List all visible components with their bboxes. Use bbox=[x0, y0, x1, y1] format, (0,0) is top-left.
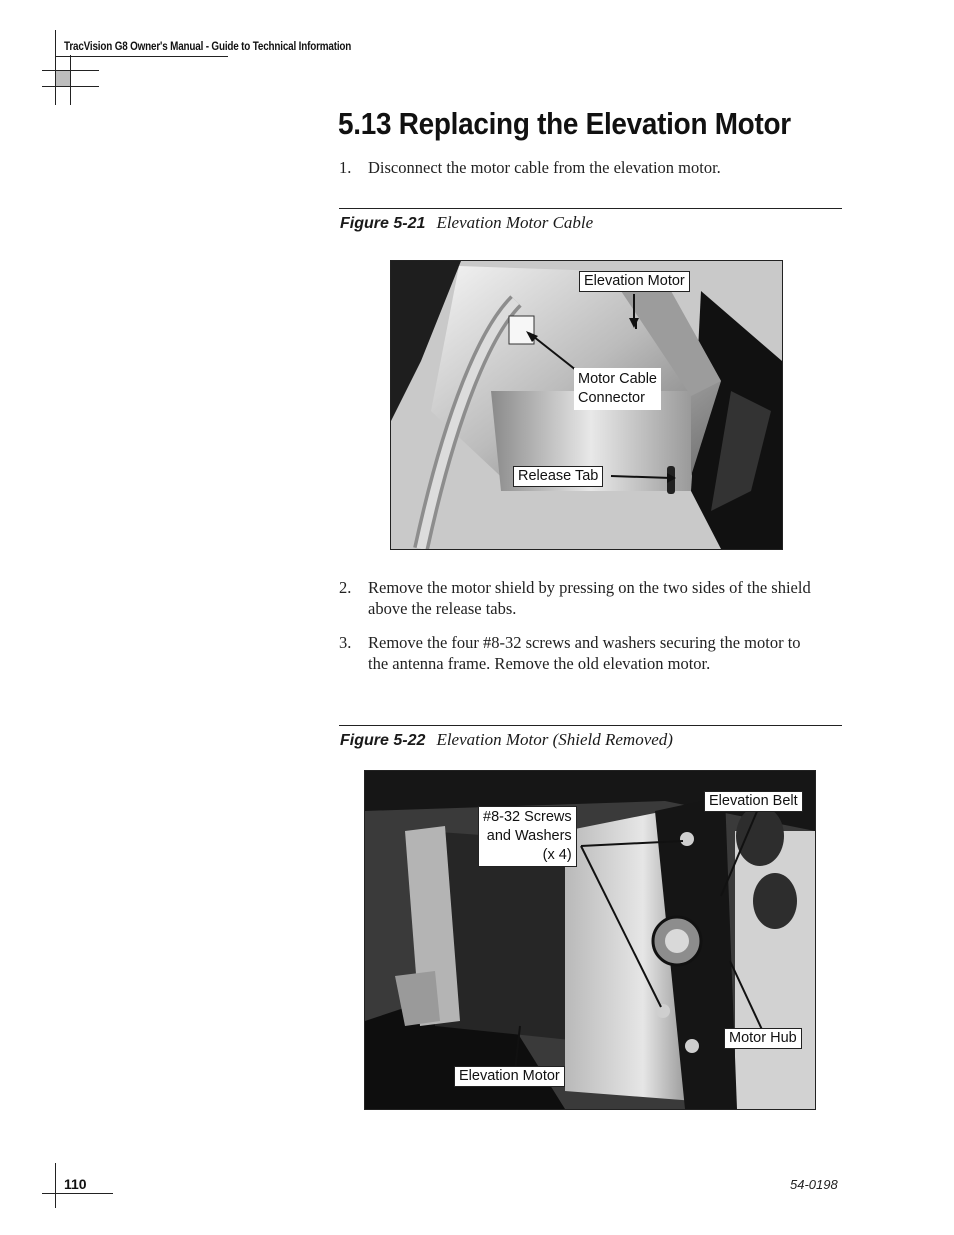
step-2 bbox=[339, 577, 839, 621]
crop-mark-horizontal-2 bbox=[42, 86, 99, 87]
callout-line-2: Connector bbox=[578, 390, 645, 406]
callout-elevation-motor: Elevation Motor bbox=[579, 271, 690, 292]
crop-mark-horizontal bbox=[42, 70, 99, 71]
figure-label: Figure 5-21 bbox=[340, 215, 426, 232]
callout-elevation-belt: Elevation Belt bbox=[704, 791, 803, 812]
callout-line-1: Motor Cable bbox=[578, 371, 657, 387]
footer-rule bbox=[42, 1193, 113, 1194]
step-number: 1. bbox=[339, 158, 352, 177]
figure-heading bbox=[340, 730, 673, 750]
crop-mark-shade bbox=[56, 71, 70, 86]
step-text: Remove the motor shield by pressing on the two sides of the shield above the release tabs. bbox=[368, 578, 811, 618]
figure-heading bbox=[340, 213, 593, 233]
figure-caption: Elevation Motor (Shield Removed) bbox=[436, 730, 673, 749]
running-header: TracVision G8 Owner's Manual - Guide to Technical Information bbox=[64, 41, 352, 53]
footer-crop-vertical bbox=[55, 1163, 56, 1208]
figure-caption: Elevation Motor Cable bbox=[436, 213, 594, 232]
callout-release-tab: Release Tab bbox=[513, 466, 603, 487]
step-3 bbox=[339, 632, 839, 698]
callout-motor-hub: Motor Hub bbox=[724, 1028, 802, 1049]
callout-screws-washers bbox=[478, 806, 577, 867]
step-number: 3. bbox=[339, 633, 352, 652]
callout-motor-cable-connector bbox=[574, 368, 661, 410]
crop-mark-vertical bbox=[55, 30, 56, 105]
callout-line-3: (x 4) bbox=[542, 847, 572, 863]
section-title: 5.13 Replacing the Elevation Motor bbox=[338, 106, 791, 141]
step-1 bbox=[339, 157, 839, 179]
callout-line-1: #8-32 Screws bbox=[483, 809, 572, 825]
crop-mark-vertical-2 bbox=[70, 55, 71, 105]
step-text: Disconnect the motor cable from the elevation motor. bbox=[368, 158, 721, 177]
figure-5-22-photo bbox=[364, 770, 816, 1110]
callout-elevation-motor: Elevation Motor bbox=[454, 1066, 565, 1087]
step-number: 2. bbox=[339, 578, 352, 597]
document-number: 54-0198 bbox=[790, 1177, 838, 1192]
callout-line-2: and Washers bbox=[486, 828, 572, 844]
figure-rule bbox=[339, 725, 842, 726]
figure-label: Figure 5-22 bbox=[340, 732, 426, 749]
page-number: 110 bbox=[64, 1176, 87, 1192]
figure-5-21-photo bbox=[390, 260, 783, 550]
header-underline bbox=[56, 56, 228, 57]
figure-rule bbox=[339, 208, 842, 209]
step-text: Remove the four #8-32 screws and washers securing the motor to the antenna frame. Remove the old elevation motor. bbox=[368, 633, 801, 673]
motor-shield-removed-illustration bbox=[365, 771, 815, 1109]
